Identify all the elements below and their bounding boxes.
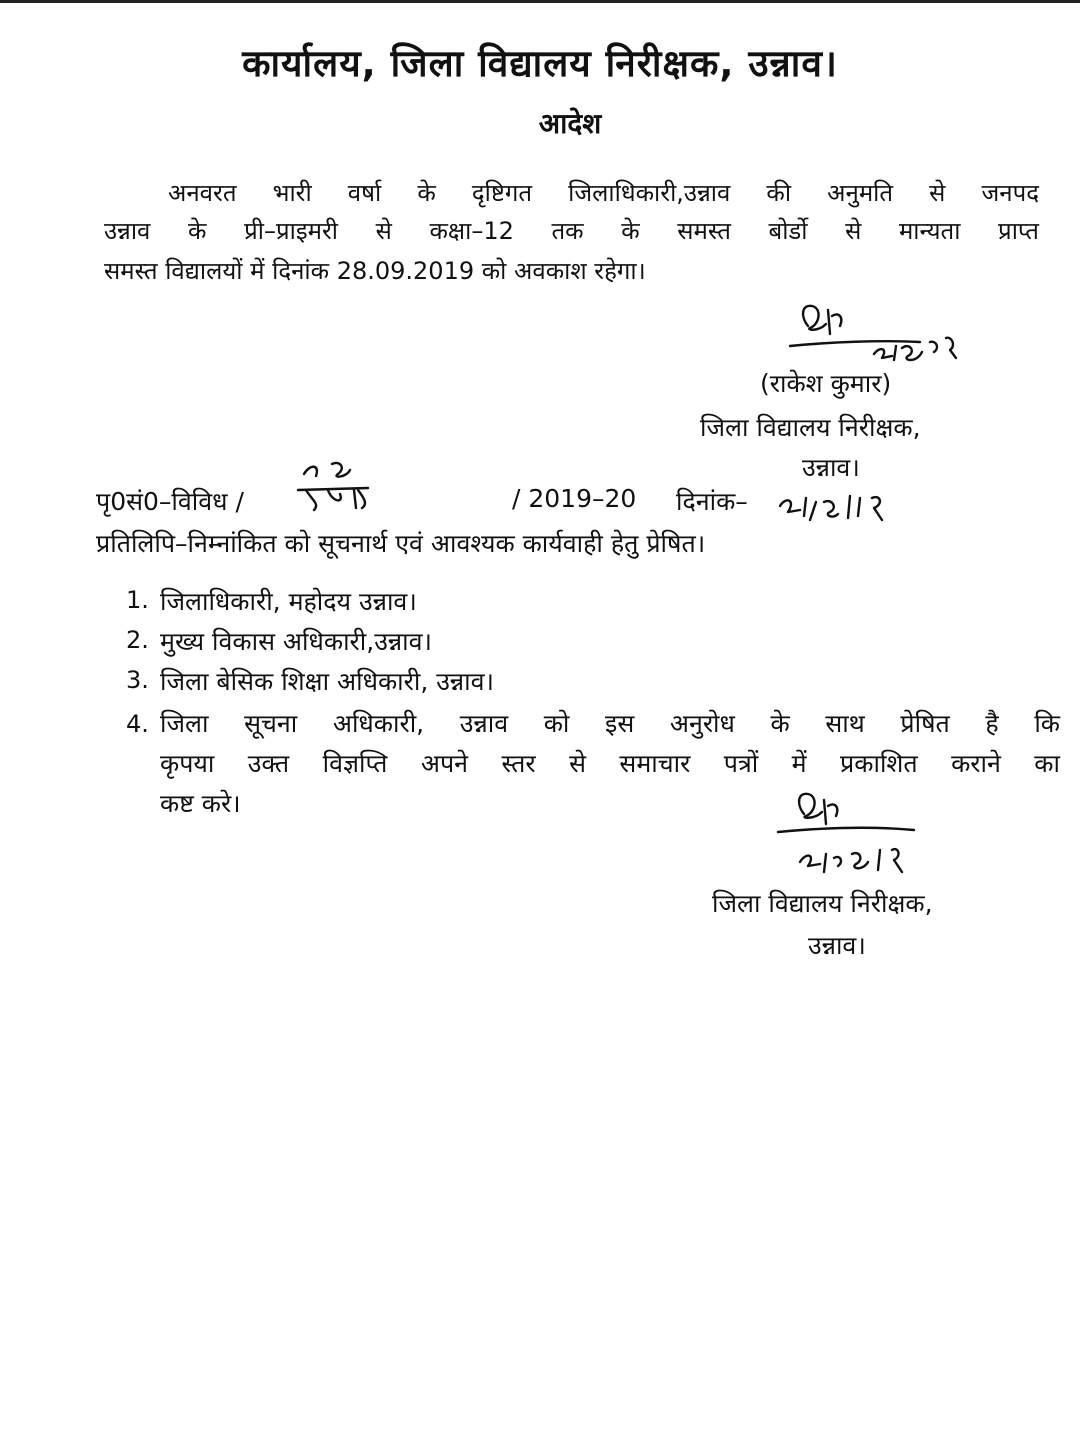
recipient-4-text-line-1: जिला सूचना अधिकारी, उन्नाव को इस अनुरोध के साथ प्रेषित है कि xyxy=(160,709,1060,738)
signatory-1-location: उन्नाव। xyxy=(802,453,860,482)
handwritten-signature-1 xyxy=(770,286,980,378)
recipient-1-number: 1. xyxy=(126,586,149,614)
order-body-line-2: उन्नाव के प्री–प्राइमरी से कक्षा–12 तक के समस्त बोर्डो से मान्यता प्राप्त xyxy=(104,217,1039,245)
order-heading: आदेश xyxy=(538,107,602,140)
recipient-4-text-line-3: कष्ट करे। xyxy=(160,789,241,818)
order-body-line-1: अनवरत भारी वर्षा के दृष्टिगत जिलाधिकारी,उन्नाव की अनुमति से जनपद xyxy=(168,179,1039,207)
recipient-2-number: 2. xyxy=(126,626,149,654)
handwritten-signature-2 xyxy=(770,784,930,888)
handwritten-reference-number xyxy=(292,450,392,514)
signatory-2-designation: जिला विद्यालय निरीक्षक, xyxy=(712,889,933,918)
recipient-4-number: 4. xyxy=(126,710,149,738)
top-border-line xyxy=(0,0,1080,3)
recipient-4-text-line-2: कृपया उक्त विज्ञप्ति अपने स्तर से समाचार पत्रों में प्रकाशित कराने का xyxy=(160,749,1060,778)
recipient-3-text: जिला बेसिक शिक्षा अधिकारी, उन्नाव। xyxy=(160,667,495,696)
office-title: कार्यालय, जिला विद्यालय निरीक्षक, उन्नाव। xyxy=(242,42,838,85)
signatory-2-location: उन्नाव। xyxy=(808,931,866,960)
recipient-1-text: जिलाधिकारी, महोदय उन्नाव। xyxy=(160,587,417,616)
order-body-line-3: समस्त विद्यालयों में दिनांक 28.09.2019 को अवकाश रहेगा। xyxy=(104,257,646,285)
copy-distribution-line: प्रतिलिपि–निम्नांकित को सूचनार्थ एवं आवश्यक कार्यवाही हेतु प्रेषित। xyxy=(96,529,706,558)
reference-date-label: दिनांक– xyxy=(676,487,748,516)
handwritten-date-1 xyxy=(776,486,916,530)
signatory-1-designation: जिला विद्यालय निरीक्षक, xyxy=(700,413,921,442)
reference-prefix: पृ0सं0–विविध / xyxy=(96,487,244,516)
reference-year: / 2019–20 xyxy=(512,484,637,513)
recipient-2-text: मुख्य विकास अधिकारी,उन्नाव। xyxy=(160,627,432,656)
recipient-3-number: 3. xyxy=(126,666,149,694)
signatory-1-name: (राकेश कुमार) xyxy=(760,369,892,398)
